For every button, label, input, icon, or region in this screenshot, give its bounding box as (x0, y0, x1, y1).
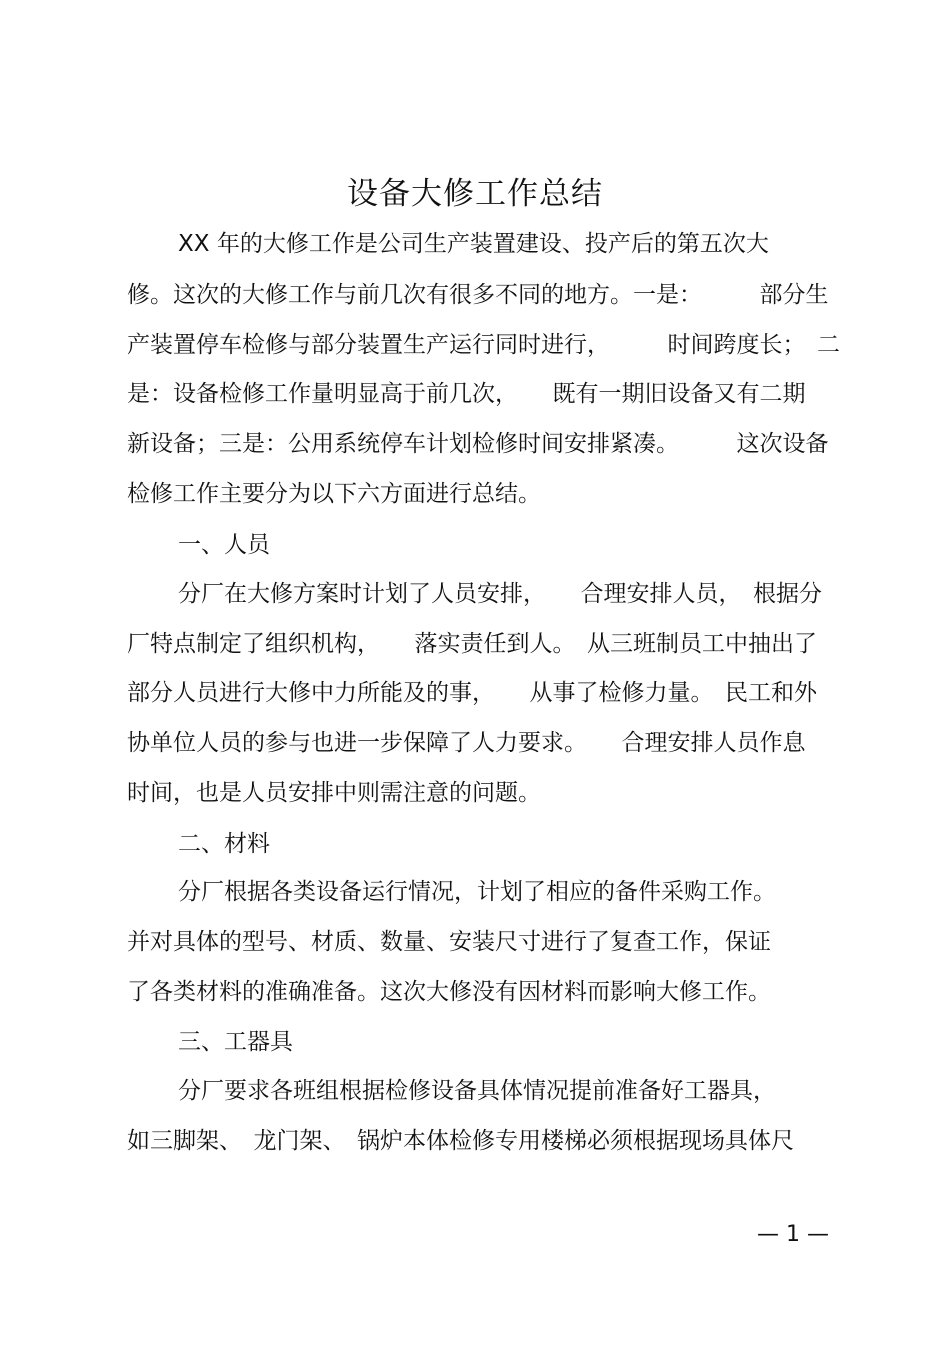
body-line: 厂特点制定了组织机构， 落实责任到人。 从三班制员工中抽出了 (127, 631, 817, 657)
body-line: 并对具体的型号、材质、数量、安装尺寸进行了复查工作，保证 (127, 929, 771, 955)
body-line: 协单位人员的参与也进一步保障了人力要求。 合理安排人员作息 (127, 730, 806, 756)
section-heading: 二、材料 (178, 831, 270, 857)
body-line: 了各类材料的准确准备。这次大修没有因材料而影响大修工作。 (127, 979, 771, 1005)
body-line: 新设备；三是：公用系统停车计划检修时间安排紧凑。 这次设备 (127, 431, 829, 457)
body-line: 修。这次的大修工作与前几次有很多不同的地方。一是： 部分生 (127, 282, 829, 308)
body-line: 分厂根据各类设备运行情况，计划了相应的备件采购工作。 (178, 879, 776, 905)
body-line: 检修工作主要分为以下六方面进行总结。 (127, 481, 541, 507)
document-title: 设备大修工作总结 (347, 176, 603, 212)
section-heading: 三、工器具 (178, 1029, 293, 1055)
body-line: 部分人员进行大修中力所能及的事， 从事了检修力量。 民工和外 (127, 680, 817, 706)
page-number: — 1 — (757, 1222, 829, 1247)
body-line: 分厂在大修方案时计划了人员安排， 合理安排人员， 根据分 (178, 581, 822, 607)
body-line: 如三脚架、 龙门架、 锅炉本体检修专用楼梯必须根据现场具体尺 (127, 1128, 794, 1154)
body-line: 产装置停车检修与部分装置生产运行同时进行， 时间跨度长； 二 (127, 332, 840, 358)
body-line: XX 年的大修工作是公司生产装置建设、投产后的第五次大 (178, 231, 769, 257)
body-line: 是：设备检修工作量明显高于前几次， 既有一期旧设备又有二期 (127, 381, 806, 407)
section-heading: 一、人员 (178, 532, 270, 558)
body-line: 时间，也是人员安排中则需注意的问题。 (127, 780, 541, 806)
body-line: 分厂要求各班组根据检修设备具体情况提前准备好工器具， (178, 1078, 776, 1104)
